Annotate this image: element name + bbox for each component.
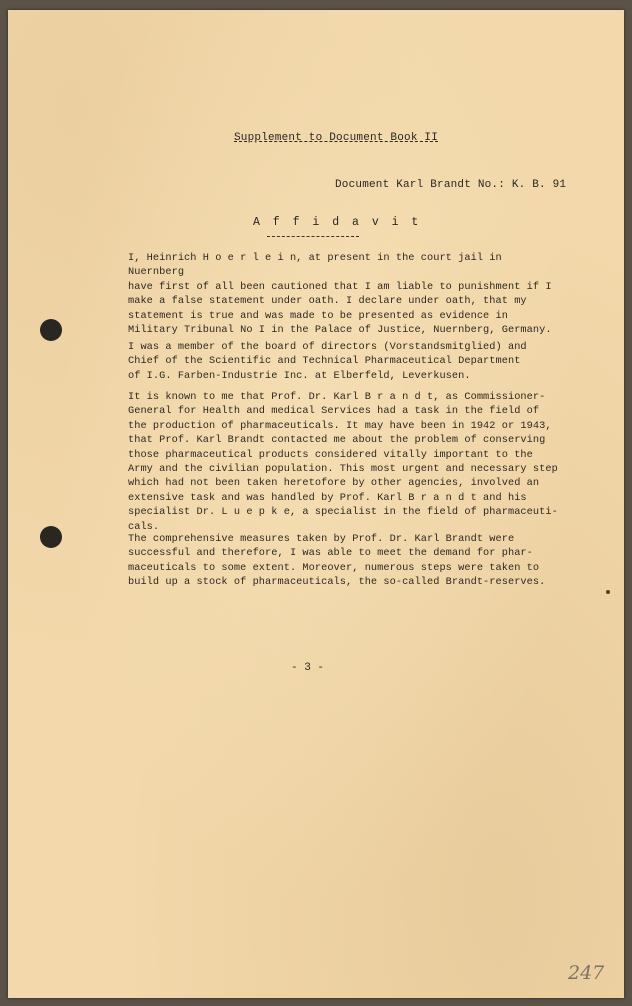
handwritten-page-note: 247 [568, 962, 605, 984]
punch-hole [40, 319, 62, 341]
title-underline [267, 236, 359, 237]
document-page [8, 10, 624, 998]
punch-hole [40, 526, 62, 548]
paragraph-measures: The comprehensive measures taken by Prof. Dr. Karl Brandt were successful and therefore, I was able to meet the demand for phar- maceuticals to some extent. Moreover, numerous steps were taken to build up a stock of pharmaceuticals, the so-called Brandt-reserves. [128, 533, 546, 589]
document-reference: Document Karl Brandt No.: K. B. 91 [335, 179, 567, 191]
paragraph-position: I was a member of the board of directors (Vorstandsmitglied) and Chief of the Scientific and Technical Pharmaceutical Department of I.G. Farben-Industrie Inc. at Elberfeld, Leverkusen. [128, 341, 527, 382]
supplement-header: Supplement to Document Book II [234, 132, 439, 144]
page-number: - 3 - [291, 662, 325, 674]
paragraph-brandt-task: It is known to me that Prof. Dr. Karl B r a n d t, as Commissioner- General for Health and medical Services had a task in the field of the production of pharmaceuticals. It may have been in 1942 or 1943, that Prof. Karl Brandt contacted me about the problem of conserving those pharmaceutical products considered vitally important to the Army and the civilian population. This most urgent and necessary step which had not been taken heretofore by other agencies, involved an extensive task and was handled by Prof. Karl B r a n d t and his specialist Dr. L u e p k e, a specialist in the field of pharmaceuti- cals. [128, 391, 558, 533]
ink-speck [606, 590, 610, 594]
affidavit-title: A f f i d a v i t [253, 216, 422, 229]
paragraph-oath: I, Heinrich H o e r l e i n, at present in the court jail in Nuernberg have first of all been cautioned that I am liable to punishment if I make a false statement under oath. I declare under oath, that my statement is true and was made to be presented as evidence in Military Tribunal No I in the Palace of Justice, Nuernberg, Germany. [128, 252, 552, 337]
